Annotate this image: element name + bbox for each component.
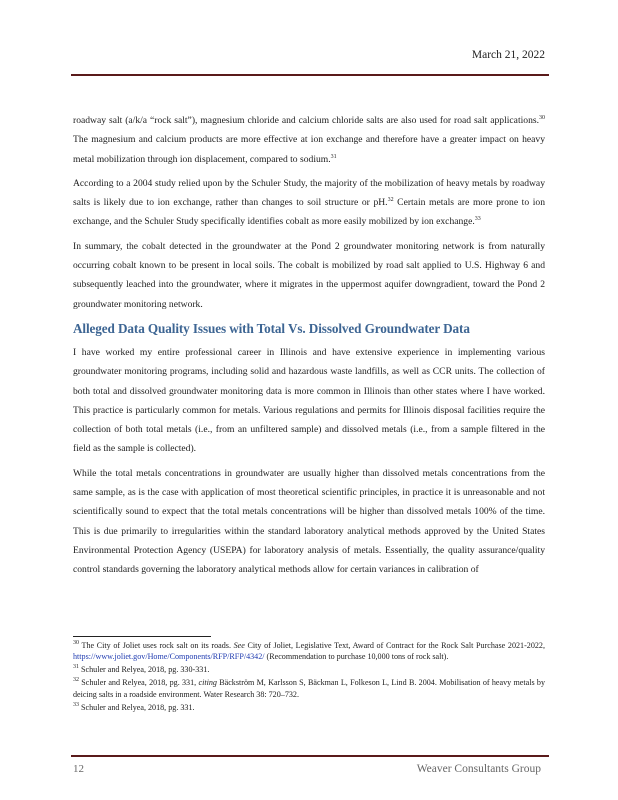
page-number: 12 [73, 763, 84, 775]
company-name: Weaver Consultants Group [416, 763, 541, 775]
footnote-text: City of Joliet, Legislative Text, Award of Contract for the Rock Salt Purchase 2021-2022, [244, 641, 545, 650]
footnote-text: Bäckström M, Karlsson S, Bäckman L, Folkeson L, Lind B. 2004. Mobilisation of heavy metals by deicing salts in a roadside environment. Water Research 38: 720–732. [73, 678, 546, 699]
footnote-text: Schuler and Relyea, 2018, pg. 331, [79, 678, 199, 688]
joliet-rfp-link[interactable]: https://www.joliet.gov/Home/Components/RFP/RFP/4342/ [73, 652, 265, 662]
paragraph-text: roadway salt (a/k/a “rock salt”), magnesium chloride and calcium chloride salts are also used for road salt applications. [73, 115, 539, 126]
footnote-ref[interactable]: 30 [539, 115, 545, 121]
footnote-text: The City of Joliet uses rock salt on its roads. [79, 641, 234, 650]
footnote-33 [73, 702, 545, 713]
footnote-divider [73, 636, 211, 637]
paragraph: I have worked my entire professional career in Illinois and have extensive experience in implementing various groundwater monitoring programs, including solid and hazardous waste landfills, as well as CCR units. The collection of both total and dissolved groundwater monitoring data is more common in Illinois than other states where I have worked. This practice is particularly common for metals. Various regulations and permits for Illinois disposal facilities require the collection of both total metals (i.e., from an unfiltered sample) and dissolved metals (i.e., from a sample filtered in the field as the sample is collected). [73, 346, 545, 455]
footnotes [73, 640, 545, 714]
footnote-text: citing [198, 678, 217, 688]
footnote-number: 31 [73, 664, 79, 671]
paragraph [73, 174, 545, 232]
footnote-number: 33 [73, 701, 79, 708]
footnote-31 [73, 664, 545, 675]
header-date: March 21, 2022 [471, 49, 545, 61]
footer-divider [71, 755, 549, 757]
header-divider [71, 74, 549, 76]
footnote-text: (Recommendation to purchase 10,000 tons of rock salt). [264, 652, 449, 662]
paragraph: While the total metals concentrations in groundwater are usually higher than dissolved metals concentrations from the same sample, as is the case with application of most theoretical scientific principles, in practice it is unreasonable and not scientifically sound to expect that the total metals concentrations will be higher than dissolved metals 100% of the time. This is due primarily to irregularities within the standard laboratory analytical methods approved by the United States Environmental Protection Agency (USEPA) for laboratory analysis of metals. Essentially, the quality assurance/quality control standards governing the laboratory analytical methods allow for certain variances in calibration of [73, 467, 545, 576]
paragraph: In summary, the cobalt detected in the groundwater at the Pond 2 groundwater monitoring network is from naturally occurring cobalt known to be present in local soils. The cobalt is mobilized by road salt applied to U.S. Highway 6 and subsequently leached into the groundwater, where it migrates in the uppermost aquifer downgradient, toward the Pond 2 groundwater monitoring network. [73, 240, 545, 310]
paragraph-text: Certain metals are more prone to ion exchange, and the Schuler Study specifically identifies cobalt as more easily mobilized by ion exchange. [73, 197, 545, 228]
paragraph [73, 111, 545, 169]
document-body [73, 111, 545, 585]
footnote-number: 32 [73, 677, 79, 684]
footnote-ref[interactable]: 33 [474, 216, 481, 223]
footnote-text: Schuler and Relyea, 2018, pg. 331. [79, 702, 195, 712]
section-heading: Alleged Data Quality Issues with Total Vs. Dissolved Groundwater Data [73, 320, 470, 336]
footnote-text: Schuler and Relyea, 2018, pg. 330-331. [79, 665, 210, 675]
footnote-number: 30 [73, 640, 79, 646]
paragraph-text: The magnesium and calcium products are more effective at ion exchange and therefore have a greater impact on heavy metal mobilization through ion displacement, compared to sodium. [73, 134, 545, 165]
footnote-text: See [233, 641, 245, 650]
footnote-ref[interactable]: 32 [387, 197, 394, 204]
footnote-ref[interactable]: 31 [330, 153, 337, 160]
paragraph-text: According to a 2004 study relied upon by the Schuler Study, the majority of the mobilization of heavy metals by roadway salts is likely due to ion exchange, rather than changes to soil structure or pH. [73, 177, 545, 209]
footnote-30 [73, 640, 545, 663]
footnote-32 [73, 677, 545, 700]
